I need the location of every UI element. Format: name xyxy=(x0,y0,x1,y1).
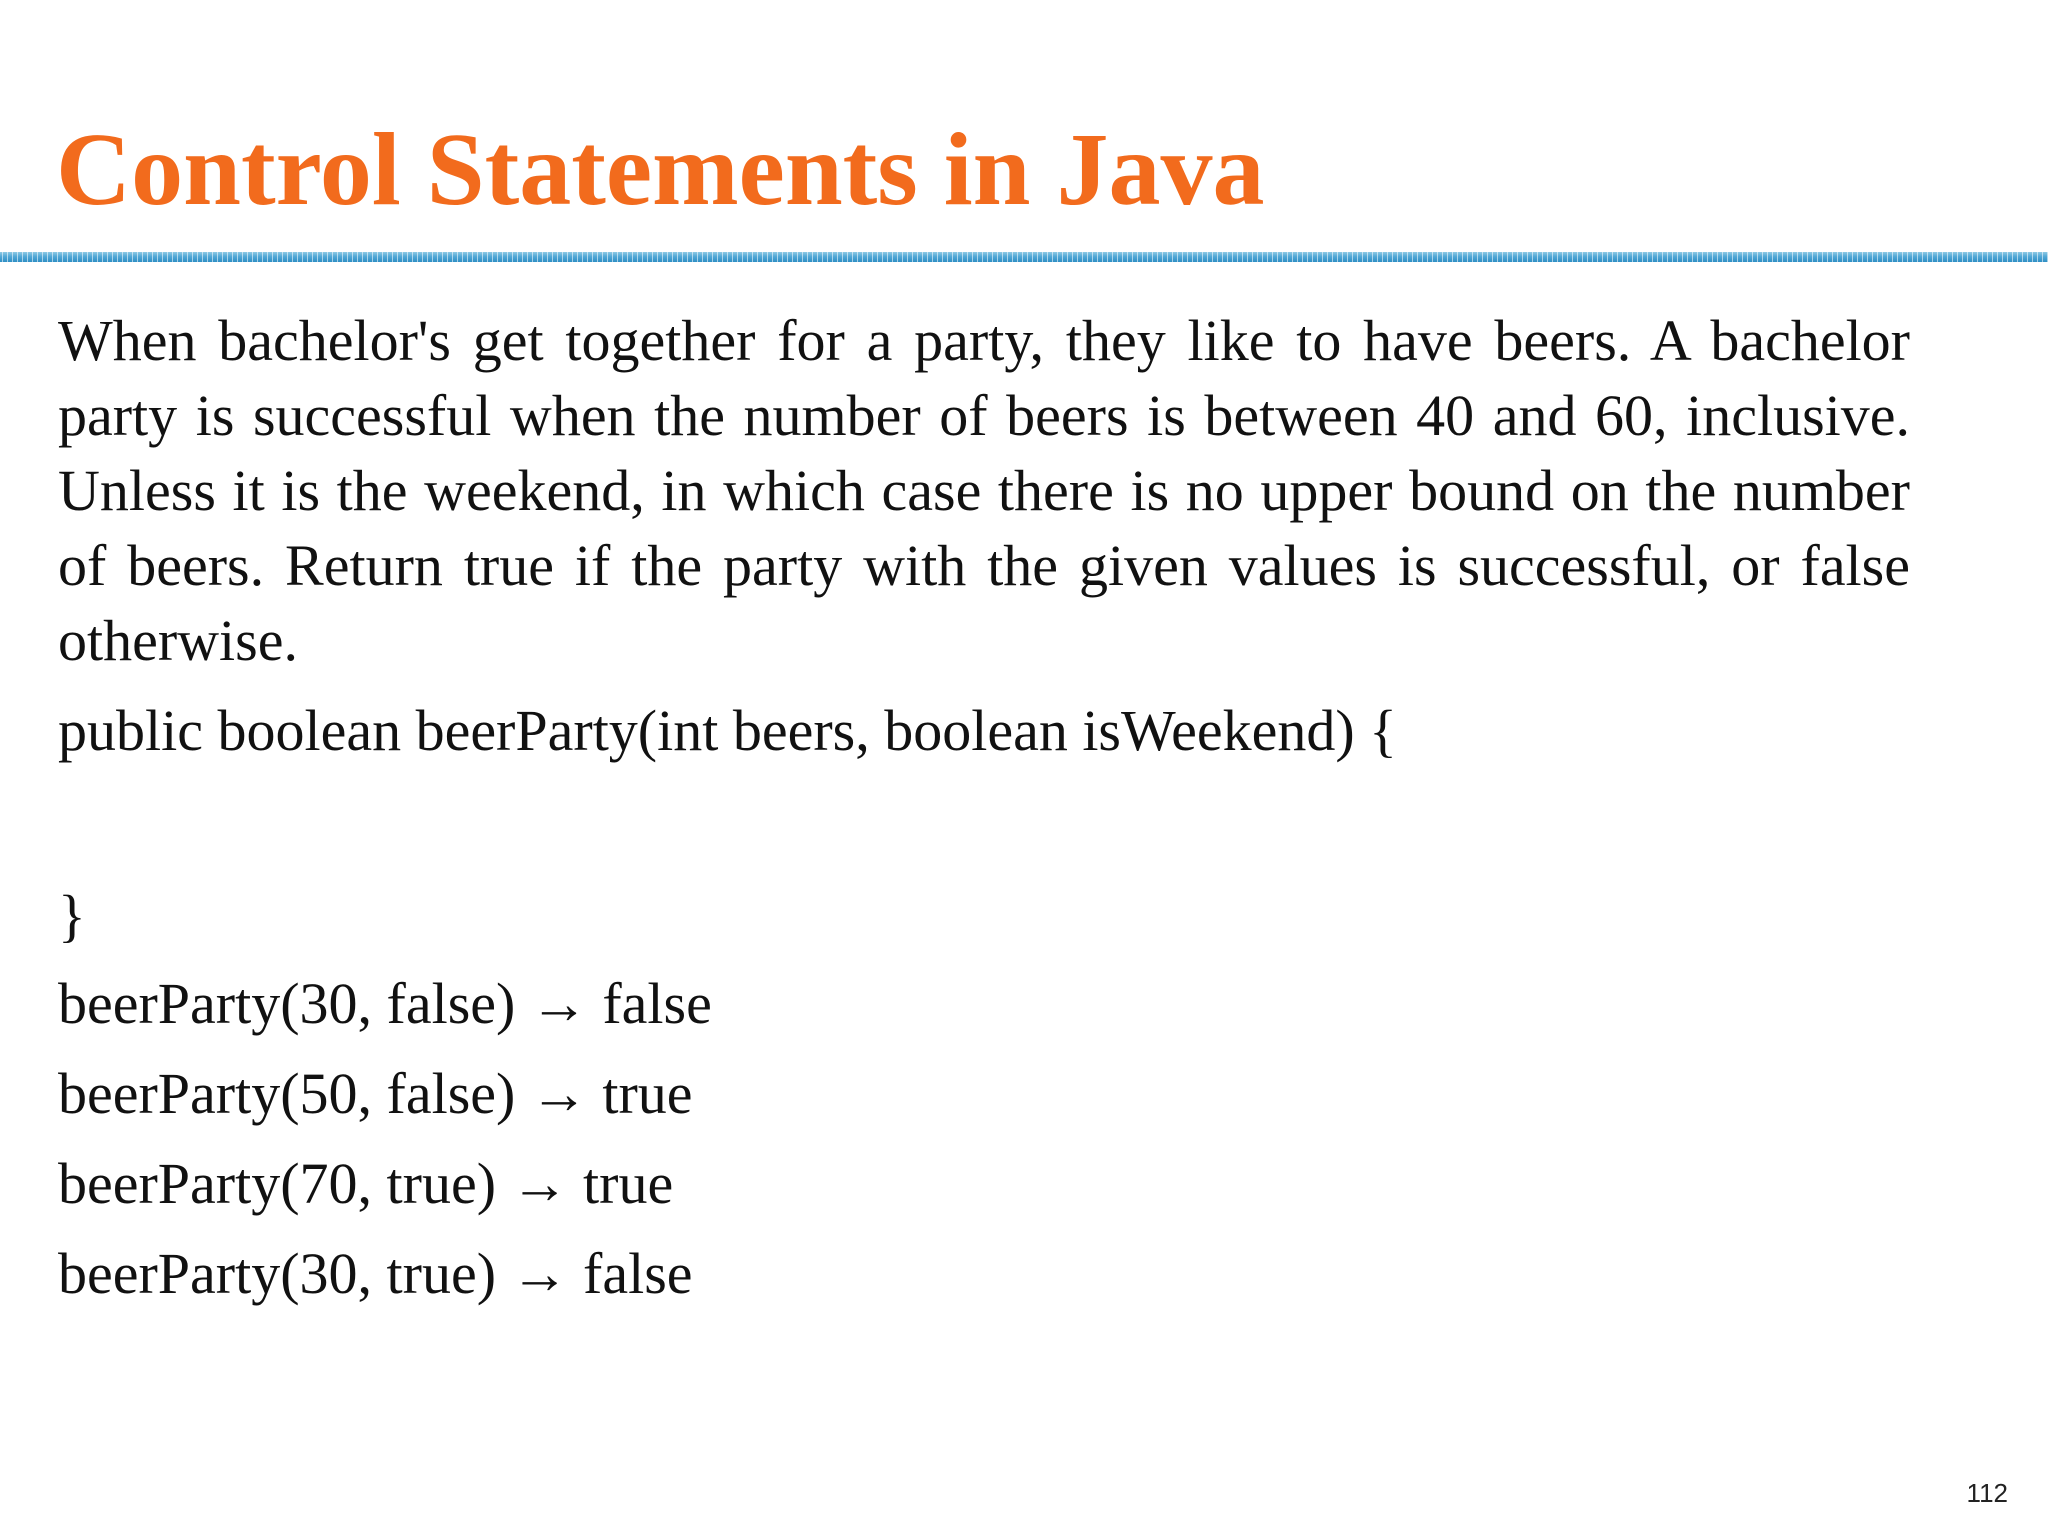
slide-title: Control Statements in Java xyxy=(56,112,1265,227)
problem-statement: When bachelor's get together for a party, they like to have beers. A bachelor party is successful when the number of beers is between 40 and 60, inclusive. Unless it is the weekend, in which case there is no upper bound on the number of beers. Return true if the party with the given values is successful, or false otherwise. xyxy=(58,308,1910,673)
example-line: beerParty(70, true) → true xyxy=(58,1151,674,1216)
title-divider xyxy=(0,252,2048,262)
example-line: beerParty(50, false) → true xyxy=(58,1061,693,1126)
page-number: 112 xyxy=(1966,1478,2008,1508)
method-signature: public boolean beerParty(int beers, boolean isWeekend) { xyxy=(58,698,1397,763)
example-line: beerParty(30, true) → false xyxy=(58,1241,693,1306)
example-line: beerParty(30, false) → false xyxy=(58,971,712,1036)
closing-brace: } xyxy=(58,883,86,948)
